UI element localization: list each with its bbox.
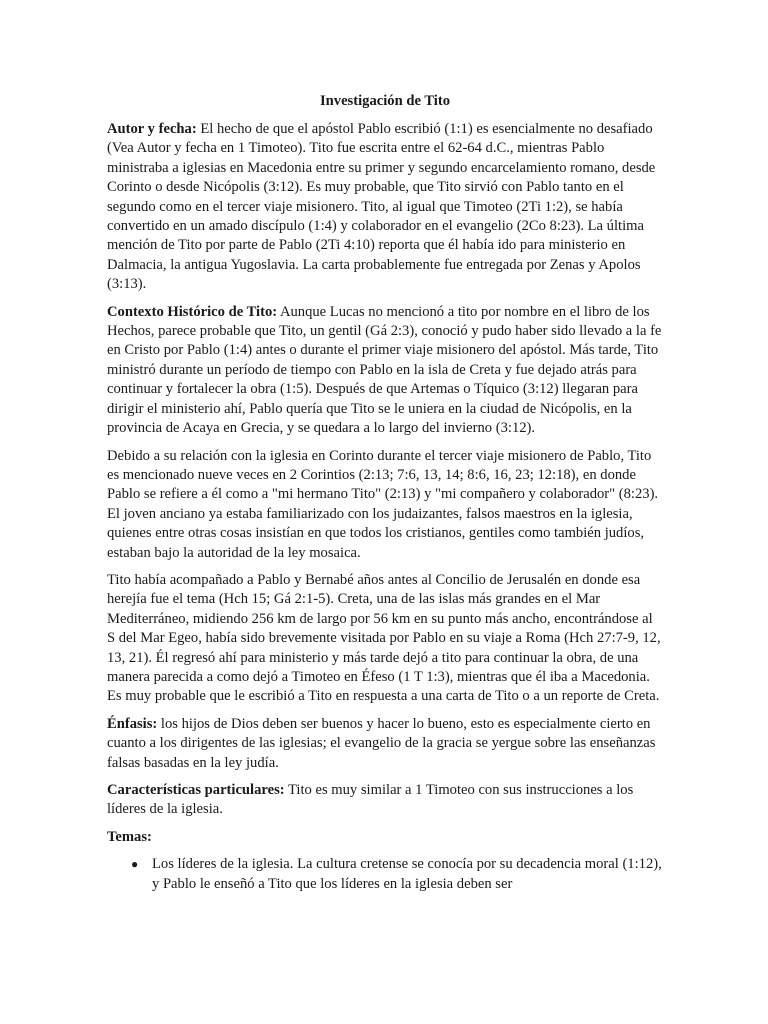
- paragraph-text: Aunque Lucas no mencionó a tito por nombre en el libro de los Hechos, parece probable que Tito, un gentil (Gá 2:3), conoció y pudo haber sido llevado a la fe en Cristo por Pablo (1:4) antes o durante el primer viaje misionero del apóstol. Más tarde, Tito ministró durante un período de tiempo con Pablo en la isla de Creta y fue dejado atrás para continuar y fortalecer la obra (1:5). Después de que Artemas o Tíquico (3:12) llegaran para dirigir el ministerio ahí, Pablo quería que Tito se le uniera en la ciudad de Nicópolis, en la provincia de Acaya en Grecia, y se quedara a lo largo del invierno (3:12).: [107, 303, 662, 437]
- paragraph-label: Autor y fecha:: [107, 121, 197, 137]
- paragraph-enfasis: [107, 715, 663, 773]
- paragraph-caracteristicas: [107, 781, 663, 820]
- topics-heading: Temas:: [107, 828, 152, 845]
- list-item-text: Los líderes de la iglesia. La cultura cretense se conocía por su decadencia moral (1:12), y Pablo le enseñó a Tito que los líderes en la iglesia deben ser: [152, 856, 662, 892]
- paragraph-label: Énfasis:: [107, 715, 158, 732]
- paragraph-text: Debido a su relación con la iglesia en Corinto durante el tercer viaje misionero de Pablo, Tito es mencionado nueve veces en 2 Corintios (2:13; 7:6, 13, 14; 8:6, 16, 23; 12:18), en donde Pablo se refiere a él como a "mi hermano Tito" (2:13) y "mi compañero y colaborador" (8:23). El joven anciano ya estaba familiarizado con los judaizantes, falsos maestros en la iglesia, quienes entre otras cosas insistían en que todos los cristianos, gentiles como también judíos, estaban bajo la autoridad de la ley mosaica.: [107, 447, 659, 561]
- paragraph-text: los hijos de Dios deben ser buenos y hacer lo bueno, esto es especialmente cierto en cuanto a los dirigentes de las iglesias; el evangelio de la gracia se yergue sobre las enseñanzas falsas basadas en la ley judía.: [107, 715, 656, 771]
- document-title: Investigación de Tito: [319, 93, 450, 109]
- paragraph-text: Tito había acompañado a Pablo y Bernabé años antes al Concilio de Jerusalén en donde esa herejía fue el tema (Hch 15; Gá 2:1-5). Creta, una de las islas más grandes en el Mar Mediterráneo, midiendo 256 km de largo por 56 km en su punto más ancho, encontrándose al S del Mar Egeo, había sido brevemente visitada por Pablo en su viaje a Roma (Hch 27:7-9, 12, 13, 21). Él regresó ahí para ministerio y más tarde dejó a tito para continuar la obra, de una manera parecida a como dejó a Timoteo en Éfeso (1 T 1:3), mientras que él iba a Macedonia. Es muy probable que le escribió a Tito en respuesta a una carta de Tito o a un reporte de Creta.: [107, 571, 661, 705]
- document-page: [107, 92, 663, 894]
- list-item: [131, 855, 663, 894]
- bullet-icon: ●: [131, 857, 139, 872]
- paragraph-relacion-corinto: [107, 447, 663, 563]
- paragraph-autor-fecha: [107, 120, 663, 295]
- paragraph-label: Contexto Histórico de Tito:: [107, 303, 278, 320]
- paragraph-concilio-jerusalen: [107, 571, 663, 707]
- paragraph-contexto-historico: [107, 303, 663, 439]
- topics-list: [107, 855, 663, 894]
- paragraph-label: Características particulares:: [107, 782, 285, 798]
- paragraph-text: Tito es muy similar a 1 Timoteo con sus instrucciones a los líderes de la iglesia.: [107, 782, 634, 818]
- paragraph-text: El hecho de que el apóstol Pablo escribió (1:1) es esencialmente no desafiado (Vea Autor y fecha en 1 Timoteo). Tito fue escrita entre el 62-64 d.C., mientras Pablo ministraba a iglesias en Macedonia entre su primer y segundo encarcelamiento romano, desde Corinto o desde Nicópolis (3:12). Es muy probable, que Tito sirvió con Pablo tanto en el segundo como en el tercer viaje misionero. Tito, al igual que Timoteo (2Ti 1:2), se había convertido en un amado discípulo (1:4) y colaborador en el evangelio (2Co 8:23). La última mención de Tito por parte de Pablo (2Ti 4:10) reporta que él había ido para ministerio en Dalmacia, la antigua Yugoslavia. La carta probablemente fue entregada por Zenas y Apolos (3:13).: [107, 121, 656, 293]
